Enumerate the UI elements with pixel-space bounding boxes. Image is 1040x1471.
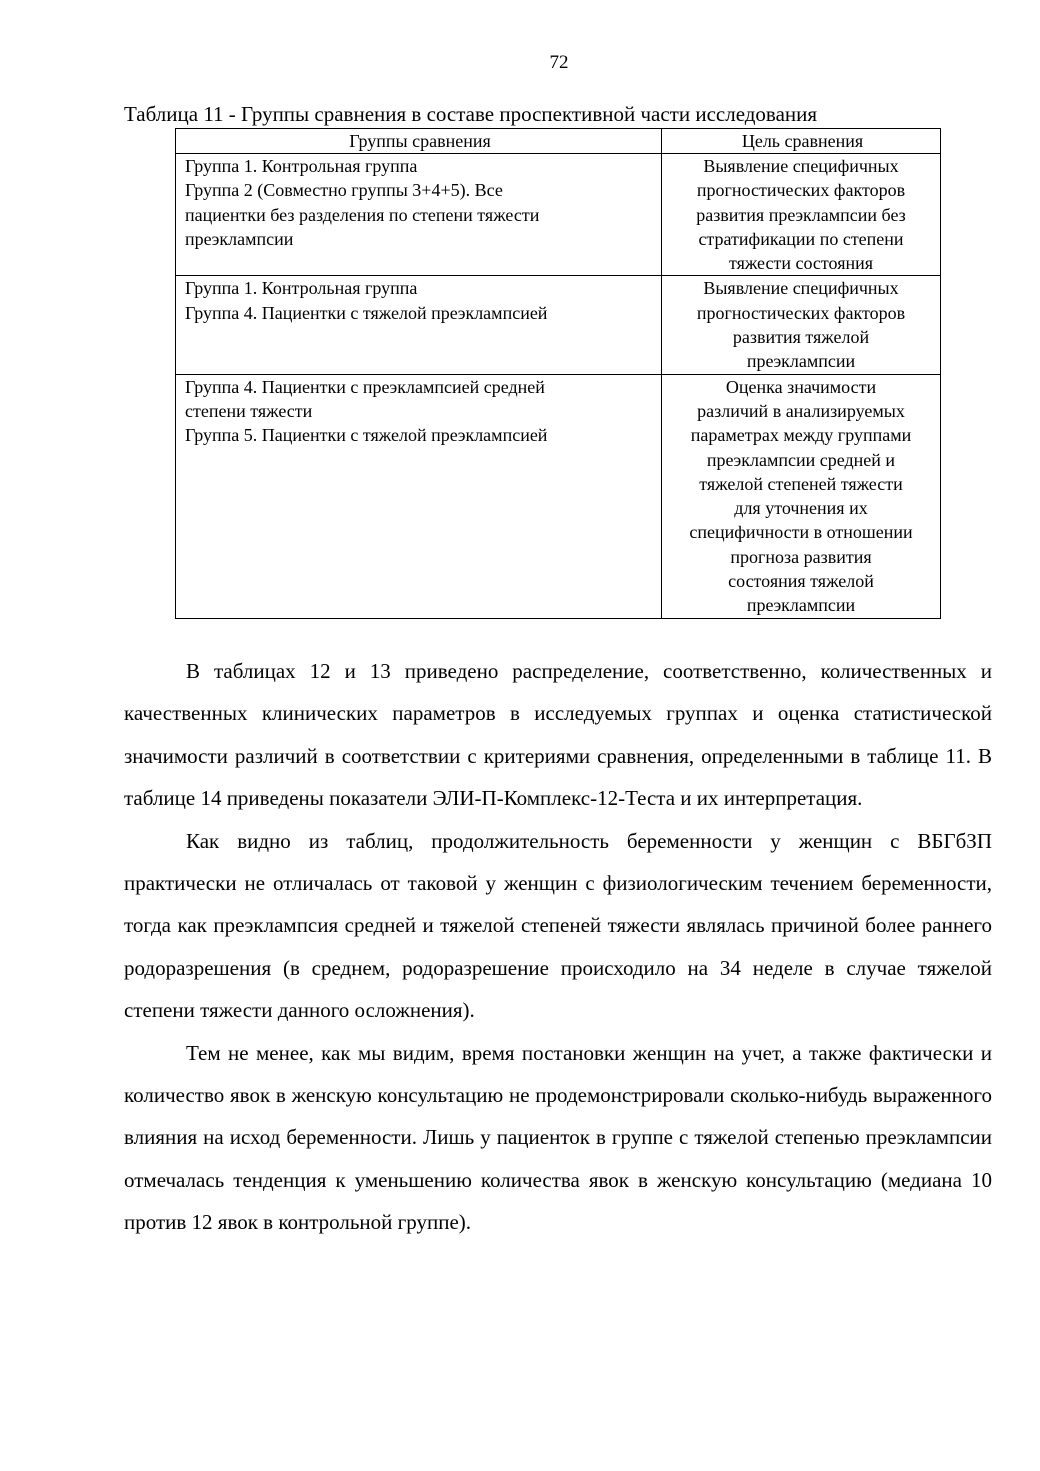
cell-line: прогностических факторов xyxy=(696,302,906,323)
cell-line: Группа 1. Контрольная группа xyxy=(185,278,418,299)
paragraph: Как видно из таблиц, продолжительность беременности у женщин с ВБГбЗП практически не отличалась от таковой у женщин с физиологическим течением беременности, тогда как преэклампсия средней и тяжелой степеней тяжести являлась причиной более раннего родоразрешения (в среднем, родоразрешение происходило на 34 неделе в случае тяжелой степени тяжести данного осложнения). xyxy=(124,828,992,1023)
cell-line: Группа 4. Пациентки с тяжелой преэклампсией xyxy=(185,302,548,323)
cell-goal xyxy=(662,154,941,276)
table-row xyxy=(176,154,941,276)
cell-line: развития преэклампсии без xyxy=(696,204,906,225)
comparison-groups-table xyxy=(175,128,941,619)
cell-line: пациентки без разделения по степени тяжести xyxy=(185,204,540,225)
paragraph: Тем не менее, как мы видим, время постановки женщин на учет, а также фактически и количество явок в женскую консультацию не продемонстрировали сколько-нибудь выраженного влияния на исход беременности. Лишь у пациенток в группе с тяжелой степенью преэклампсии отмечалась тенденция к уменьшению количества явок в женскую консультацию (медиана 10 против 12 явок в контрольной группе). xyxy=(124,1040,992,1235)
cell-line: тяжелой степеней тяжести xyxy=(699,473,903,494)
cell-goal xyxy=(662,374,941,618)
cell-line: прогностических факторов xyxy=(696,180,906,201)
cell-line: преэклампсии xyxy=(746,595,856,616)
paragraph: В таблицах 12 и 13 приведено распределение, соответственно, количественных и качественных клинических параметров в исследуемых группах и оценка статистической значимости различий в соответствии с критериями сравнения, определенными в таблице 11. В таблице 14 приведены показатели ЭЛИ-П-Комплекс-12-Теста и их интерпретация. xyxy=(124,659,992,811)
cell-line: Выявление специфичных xyxy=(703,278,899,299)
cell-line: состояния тяжелой xyxy=(728,571,874,592)
cell-line: Группа 1. Контрольная группа xyxy=(185,156,418,176)
table-row xyxy=(176,276,941,374)
cell-line: специфичности в отношении xyxy=(689,522,913,543)
header-groups: Группы сравнения xyxy=(176,129,662,154)
cell-line: Группа 4. Пациентки с преэклампсией средней xyxy=(185,376,545,397)
cell-groups xyxy=(176,276,662,374)
cell-line: прогноза развития xyxy=(730,546,872,567)
cell-goal xyxy=(662,276,941,374)
cell-groups xyxy=(176,154,662,276)
cell-line: преэклампсии средней и xyxy=(706,449,896,470)
cell-line: параметрах между группами xyxy=(690,425,912,446)
cell-line: Группа 5. Пациентки с тяжелой преэклампсией xyxy=(185,425,548,446)
cell-line: стратификации по степени xyxy=(698,228,904,249)
body-text xyxy=(124,650,992,1244)
cell-line: Выявление специфичных xyxy=(703,156,899,176)
cell-line: преэклампсии xyxy=(185,228,294,249)
cell-line: развития тяжелой xyxy=(732,327,870,348)
table-header-row xyxy=(176,129,941,154)
cell-line: степени тяжести xyxy=(185,400,313,421)
cell-line: преэклампсии xyxy=(746,351,856,372)
cell-line: различий в анализируемых xyxy=(697,400,905,421)
cell-line: Группа 2 (Совместно группы 3+4+5). Все xyxy=(185,180,503,201)
page-number: 72 xyxy=(549,52,569,73)
header-goal: Цель сравнения xyxy=(662,129,941,154)
cell-line: Оценка значимости xyxy=(725,376,877,397)
table-row xyxy=(176,374,941,618)
cell-line: тяжести состояния xyxy=(728,253,874,274)
cell-line: для уточнения их xyxy=(734,498,868,519)
table-caption: Таблица 11 - Группы сравнения в составе проспективной части исследования xyxy=(124,102,818,126)
cell-groups xyxy=(176,374,662,618)
